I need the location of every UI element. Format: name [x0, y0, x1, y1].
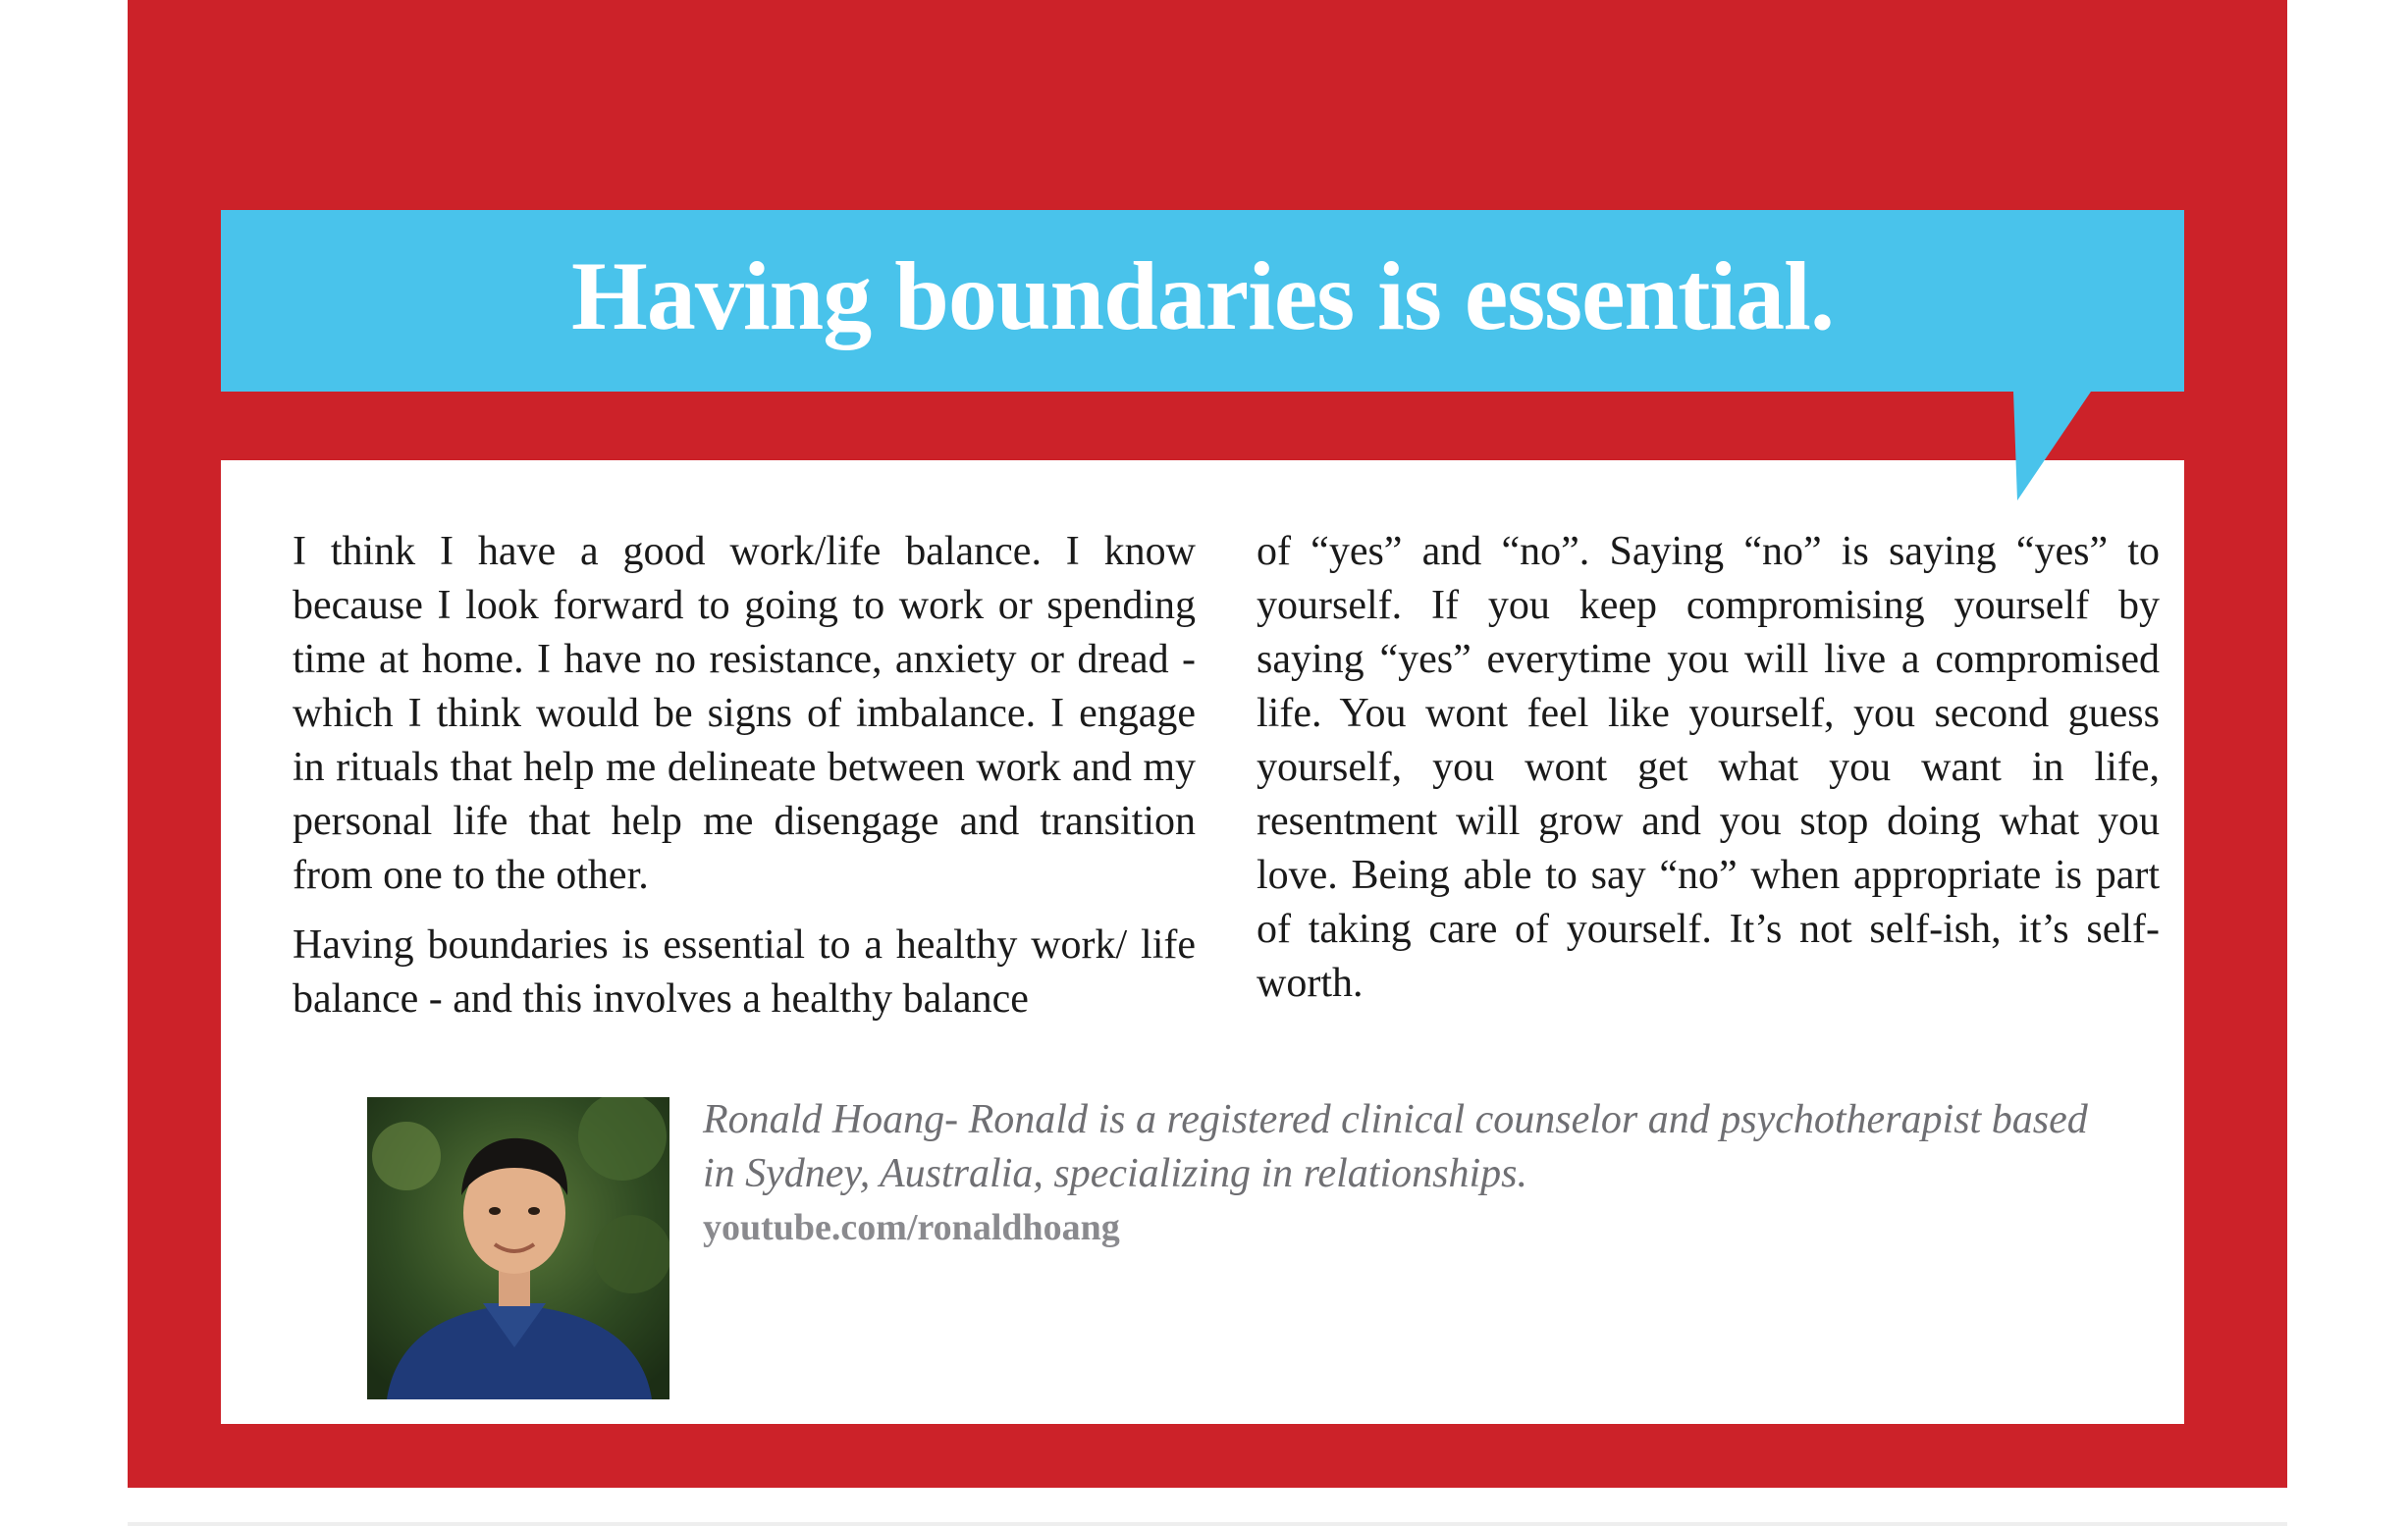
headline-banner	[221, 210, 2184, 392]
paragraph: of “yes” and “no”. Saying “no” is saying “yes” to yourself. If you keep compromising yourself by saying “yes” everytime you will live a compromised life. You wont feel like yourself, you second guess yourself, you wont get what you want in life, resentment will grow and you stop doing what you love. Being able to say “no” when appropriate is part of taking care of yourself. It’s not self-ish, it’s self-worth.	[1257, 529, 2160, 1006]
paragraph: Having boundaries is essential to a healthy work/ life balance - and this involves a healthy balance	[293, 922, 1196, 1022]
article-column-left	[293, 525, 1196, 1042]
portrait-photo-icon	[367, 1097, 669, 1399]
author-bio-text: Ronald Hoang- Ronald is a registered clinical counselor and psychotherapist based in Sydney, Australia, specializing in relationships.	[703, 1097, 2088, 1196]
bottom-divider	[128, 1522, 2287, 1526]
youtube-link[interactable]: youtube.com/ronaldhoang	[703, 1207, 1120, 1248]
author-bio	[703, 1093, 2107, 1255]
page-title: Having boundaries is essential.	[571, 240, 1834, 350]
paragraph: I think I have a good work/life balance. I know because I look forward to going to work or spending time at home. I have no resistance, anxiety or dread - which I think would be signs of imbalance. I engage in rituals that help me delineate between work and my personal life that help me disengage and transition from one to the other.	[293, 529, 1196, 898]
article-column-right	[1257, 525, 2160, 1026]
